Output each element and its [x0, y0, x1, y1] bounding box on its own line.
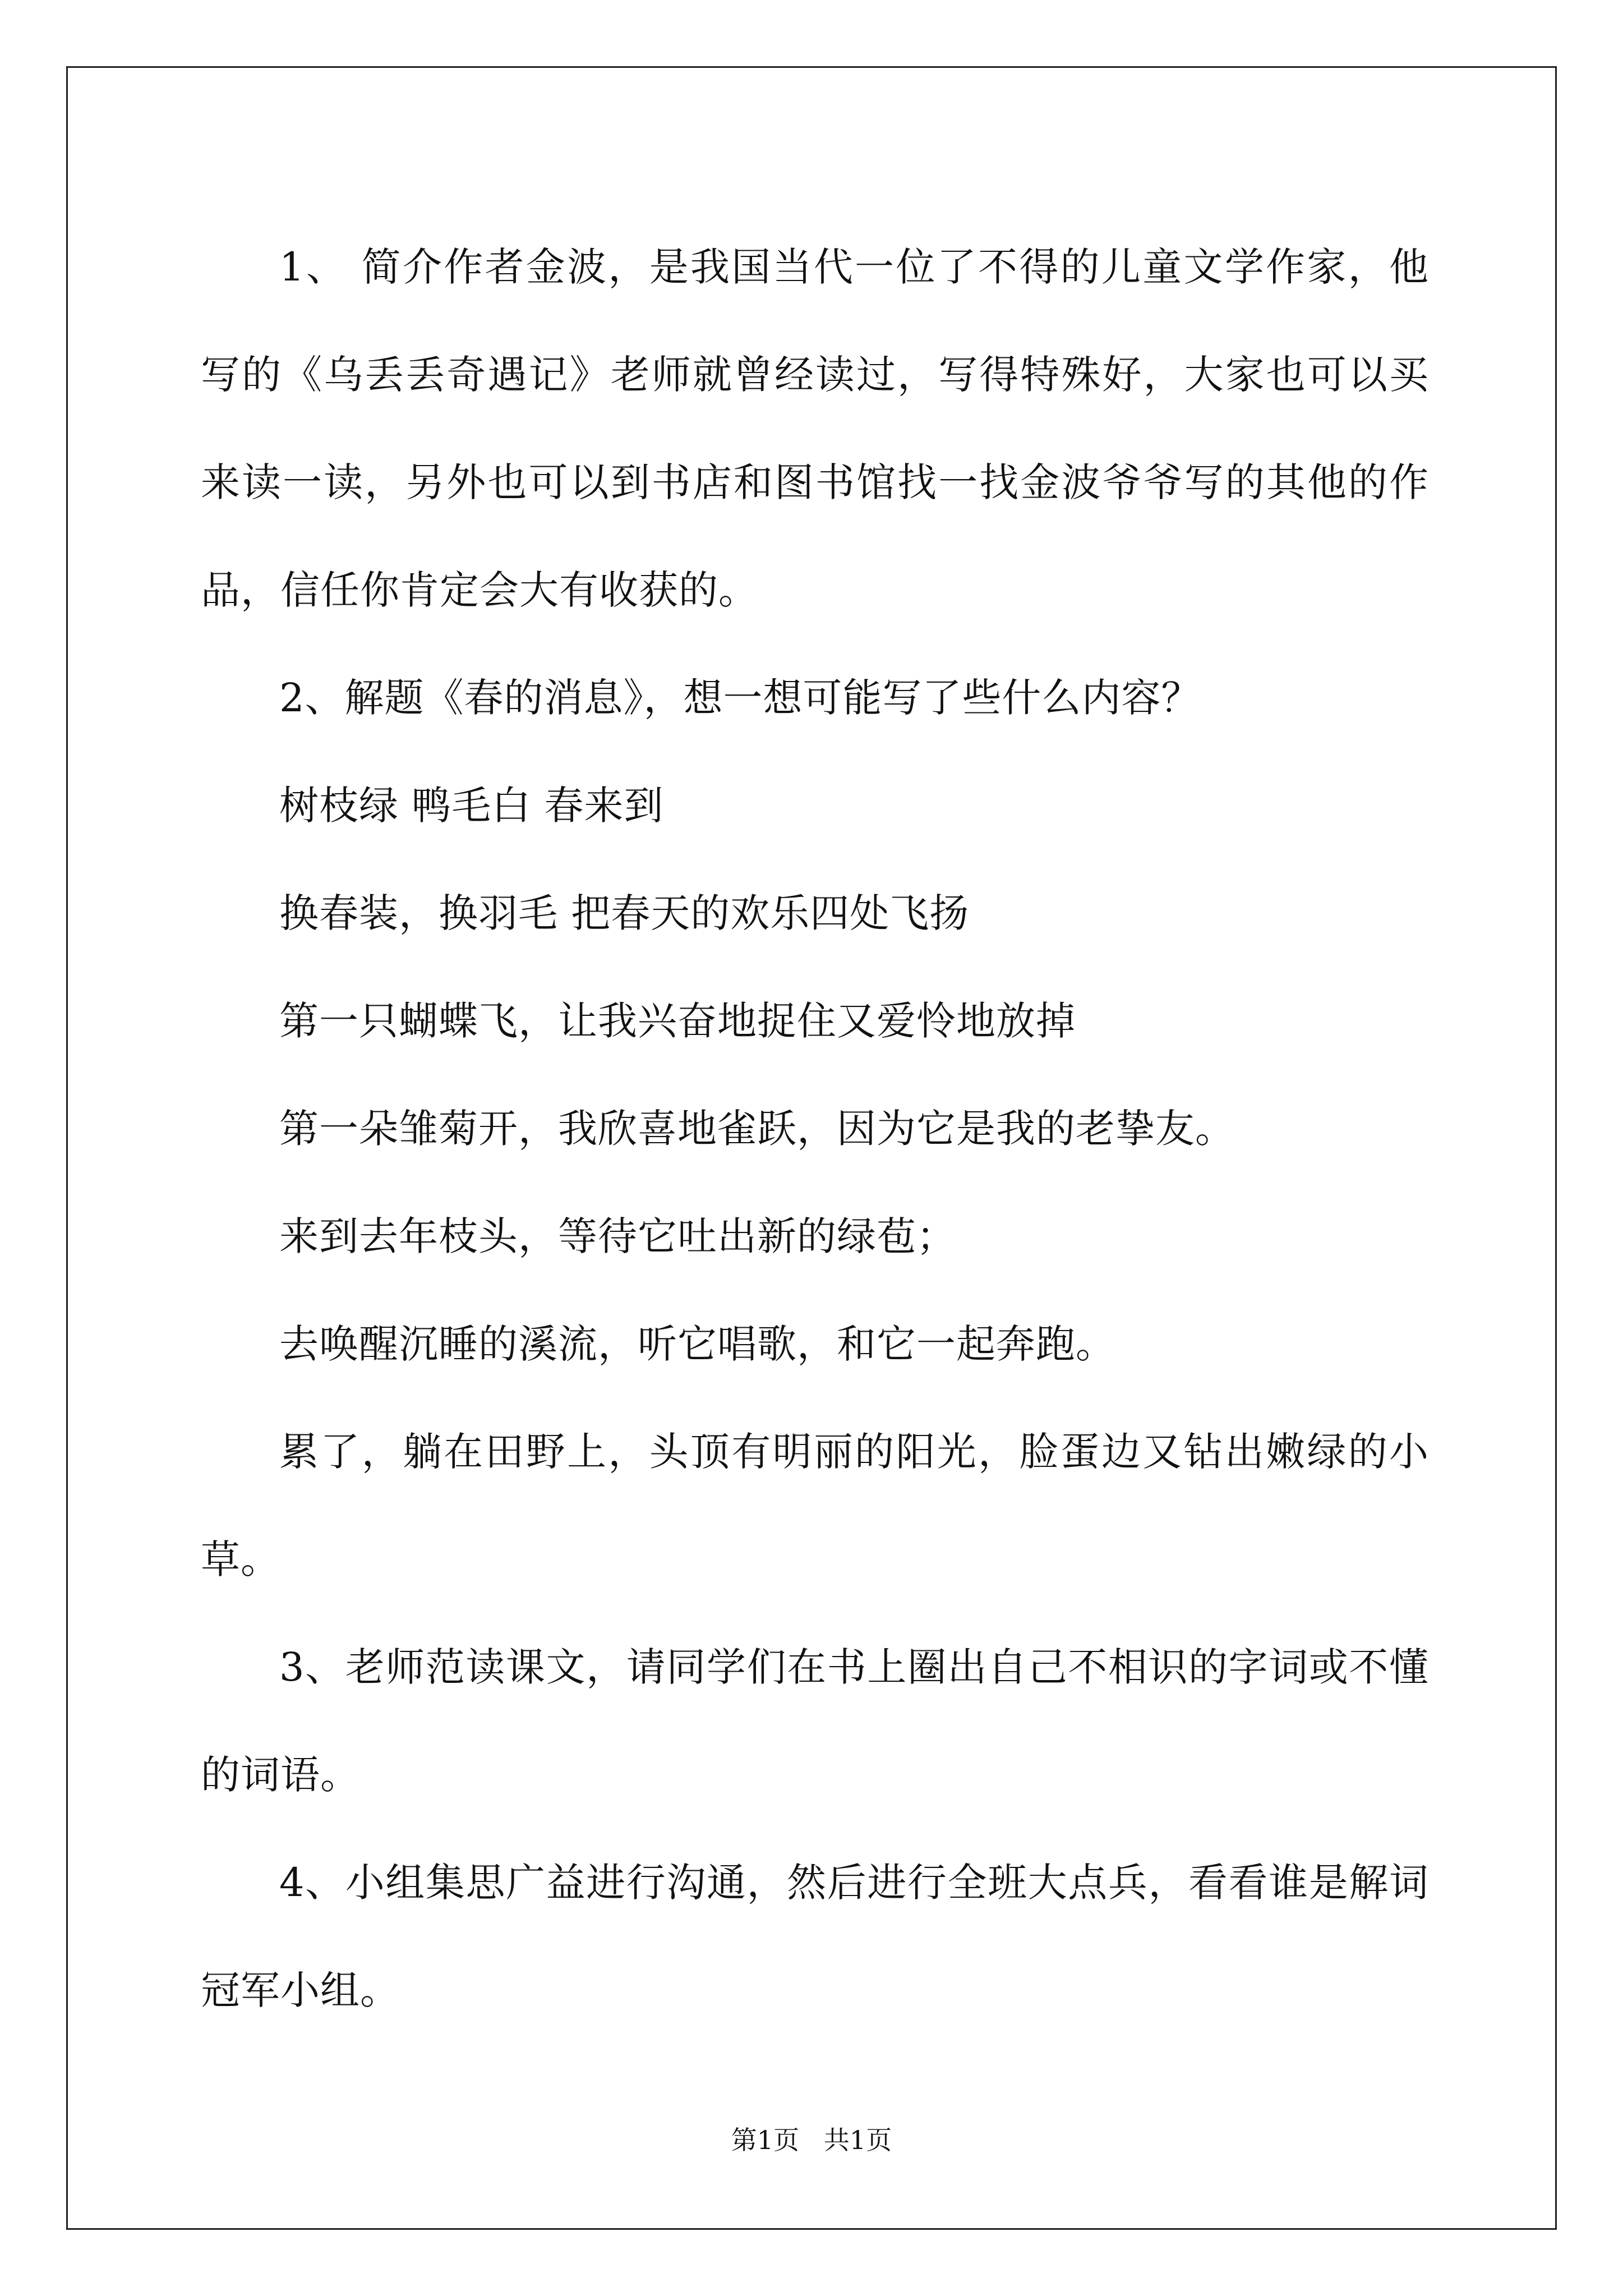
paragraph-teacher-reading: 3、老师范读课文，请同学们在书上圈出自己不相识的字词或不懂的词语。: [201, 1644, 1429, 1798]
poem-line-4: 第一朵雏菊开，我欣喜地雀跃，因为它是我的老挚友。: [279, 1106, 1235, 1152]
document-body: [201, 213, 1429, 2044]
poem-line-5: 来到去年枝头，等待它吐出新的绿苞；: [279, 1213, 956, 1259]
paragraph-author-intro: 1、 简介作者金波，是我国当代一位了不得的儿童文学作家，他写的《乌丢丢奇遇记》老师就曾经读过，写得特殊好，大家也可以买来读一读，另外也可以到书店和图书馆找一找金波爷爷写的其他的作品，信任你肯定会大有收获的。: [201, 244, 1429, 613]
paragraph-group-discussion: 4、小组集思广益进行沟通，然后进行全班大点兵，看看谁是解词冠军小组。: [201, 1860, 1429, 2013]
poem-line-7: 累了，躺在田野上，头顶有明丽的阳光，脸蛋边又钻出嫩绿的小草。: [201, 1429, 1429, 1582]
poem-line-1: 树枝绿 鸭毛白 春来到: [279, 783, 664, 829]
paragraph-title-explanation: 2、解题《春的消息》，想一想可能写了些什么内容？: [279, 675, 1201, 721]
poem-line-3: 第一只蝴蝶飞，让我兴奋地捉住又爱怜地放掉: [279, 998, 1076, 1044]
page-number-footer: 第1页 共1页: [731, 2125, 892, 2155]
poem-line-6: 去唤醒沉睡的溪流，听它唱歌，和它一起奔跑。: [279, 1321, 1115, 1367]
poem-line-2: 换春装，换羽毛 把春天的欢乐四处飞扬: [279, 890, 970, 936]
